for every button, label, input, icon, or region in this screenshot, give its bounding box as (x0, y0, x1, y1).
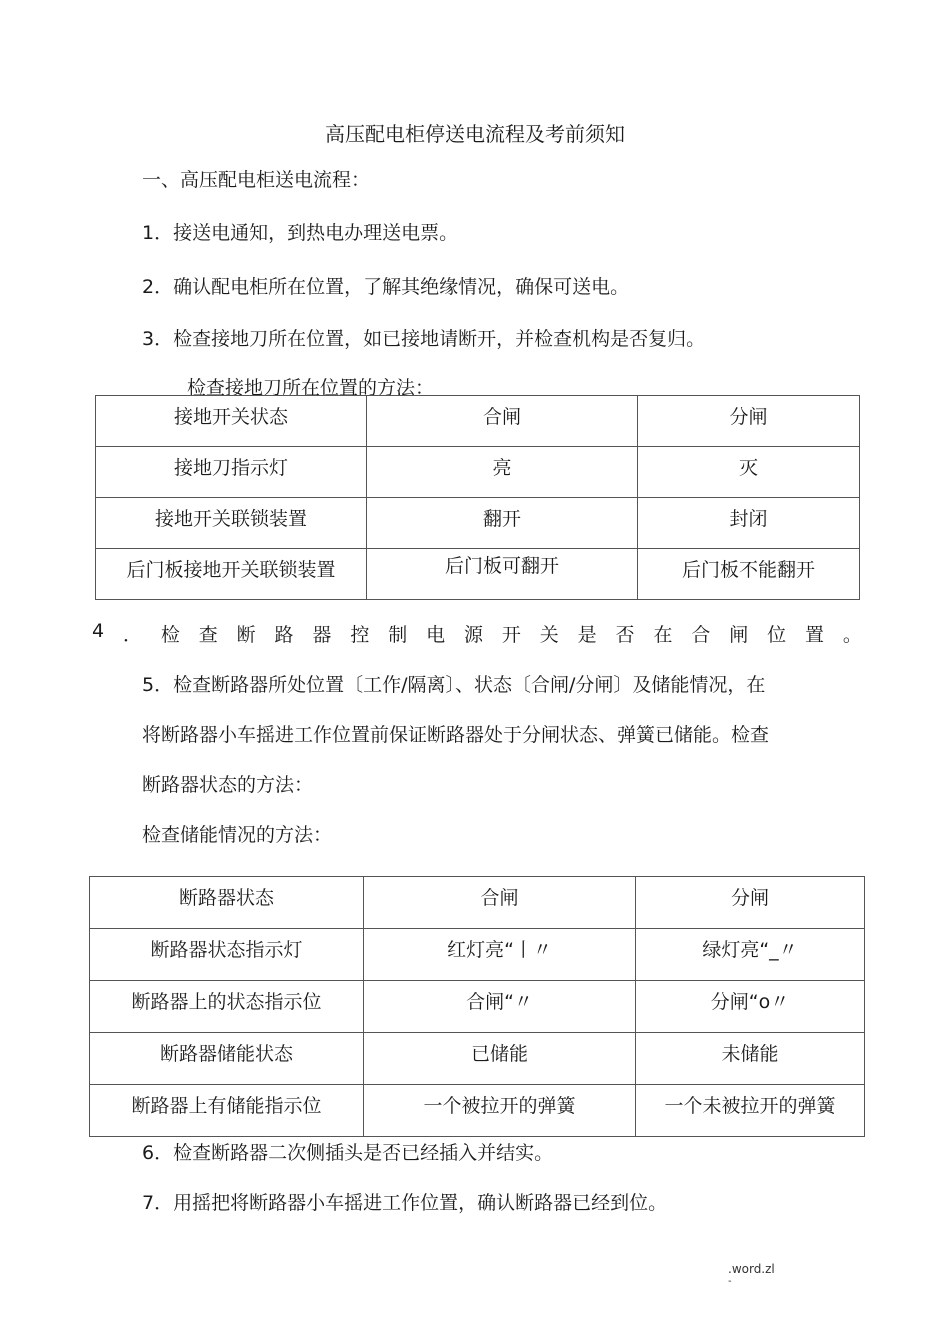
step-5-line-2: 将断路器小车摇进工作位置前保证断路器处于分闸状态、弹簧已储能。检查 (142, 724, 770, 746)
table-cell: 封闭 (638, 498, 860, 549)
step-1: 1．接送电通知，到热电办理送电票。 (142, 222, 459, 244)
step-4-char: 源 (463, 624, 483, 646)
step-7: 7．用摇把将断路器小车摇进工作位置，确认断路器已经到位。 (142, 1192, 668, 1214)
table-row (96, 447, 860, 498)
step-4-char: 位 (767, 624, 787, 646)
step-4-char: 4 (92, 620, 105, 642)
step-4-char: 置 (805, 624, 825, 646)
table-cell: 断路器上有储能指示位 (90, 1085, 364, 1137)
table-row (96, 396, 860, 447)
table-cell: 一个未被拉开的弹簧 (636, 1085, 865, 1137)
step-2: 2．确认配电柜所在位置，了解其绝缘情况，确保可送电。 (142, 276, 630, 298)
table-row (90, 1085, 865, 1137)
step-4-char: 电 (426, 624, 446, 646)
step-4-char: 检 (160, 624, 180, 646)
table-cell: 灭 (638, 447, 860, 498)
step-4-char: 否 (615, 624, 635, 646)
grounding-switch-table (95, 395, 860, 600)
table-row (96, 549, 860, 600)
footer-watermark: .word.zl (728, 1262, 775, 1276)
step-4-char: ． (122, 624, 142, 646)
step-4-char: 查 (198, 624, 218, 646)
table-cell: 一个被拉开的弹簧 (364, 1085, 636, 1137)
table-row (96, 498, 860, 549)
step-4-char: 路 (274, 624, 294, 646)
table-cell: 分闸 (636, 877, 865, 929)
step-4-char: 。 (842, 624, 862, 646)
step-4-char: 断 (236, 624, 256, 646)
step-5-line-1: 5．检查断路器所处位置〔工作/隔离〕、状态〔合闸/分闸〕及储能情况，在 (142, 674, 766, 696)
table-cell: 绿灯亮“_〃 (636, 929, 865, 981)
step-4-char: 是 (577, 624, 597, 646)
table-cell: 未储能 (636, 1033, 865, 1085)
table-row (90, 877, 865, 929)
table-cell: 接地开关联锁装置 (96, 498, 367, 549)
table-cell: 后门板接地开关联锁装置 (96, 549, 367, 600)
table-row (90, 981, 865, 1033)
step-4-char: 制 (388, 624, 408, 646)
table-cell: 接地刀指示灯 (96, 447, 367, 498)
table-cell: 翻开 (367, 498, 638, 549)
step-4-char: 在 (653, 624, 673, 646)
table-cell: 断路器储能状态 (90, 1033, 364, 1085)
step-4-char: 开 (501, 624, 521, 646)
section-heading: 一、高压配电柜送电流程： (142, 169, 371, 191)
step-4-char: 合 (691, 624, 711, 646)
table-cell: 接地开关状态 (96, 396, 367, 447)
table-cell: 后门板可翻开 (367, 549, 638, 600)
table-cell: 红灯亮“丨〃 (364, 929, 636, 981)
document-title: 高压配电柜停送电流程及考前须知 (325, 122, 625, 146)
step-4-char: 控 (350, 624, 370, 646)
table-cell: 合闸“〃 (364, 981, 636, 1033)
table-cell: 合闸 (364, 877, 636, 929)
step-5-line-3: 断路器状态的方法： (142, 774, 314, 796)
table-row (90, 1033, 865, 1085)
step-3: 3．检查接地刀所在位置，如已接地请断开，并检查机构是否复归。 (142, 328, 706, 350)
table-cell: 合闸 (367, 396, 638, 447)
table-cell: 分闸“o〃 (636, 981, 865, 1033)
table-cell: 分闸 (638, 396, 860, 447)
step-4 (92, 620, 862, 647)
breaker-status-table (89, 876, 865, 1137)
step-6: 6．检查断路器二次侧插头是否已经插入并结实。 (142, 1142, 554, 1164)
step-4-char: 关 (539, 624, 559, 646)
table-cell: 断路器状态 (90, 877, 364, 929)
table-cell: 断路器状态指示灯 (90, 929, 364, 981)
step-5-storage-method: 检查储能情况的方法： (142, 824, 333, 846)
table-cell: 断路器上的状态指示位 (90, 981, 364, 1033)
table-cell: 亮 (367, 447, 638, 498)
table-row (90, 929, 865, 981)
table-cell: 已储能 (364, 1033, 636, 1085)
step-3-method: 检查接地刀所在位置的方法： (187, 377, 435, 399)
table-cell: 后门板不能翻开 (638, 549, 860, 600)
footer-dash: - (728, 1276, 732, 1287)
step-4-char: 器 (312, 624, 332, 646)
step-4-char: 闸 (729, 624, 749, 646)
